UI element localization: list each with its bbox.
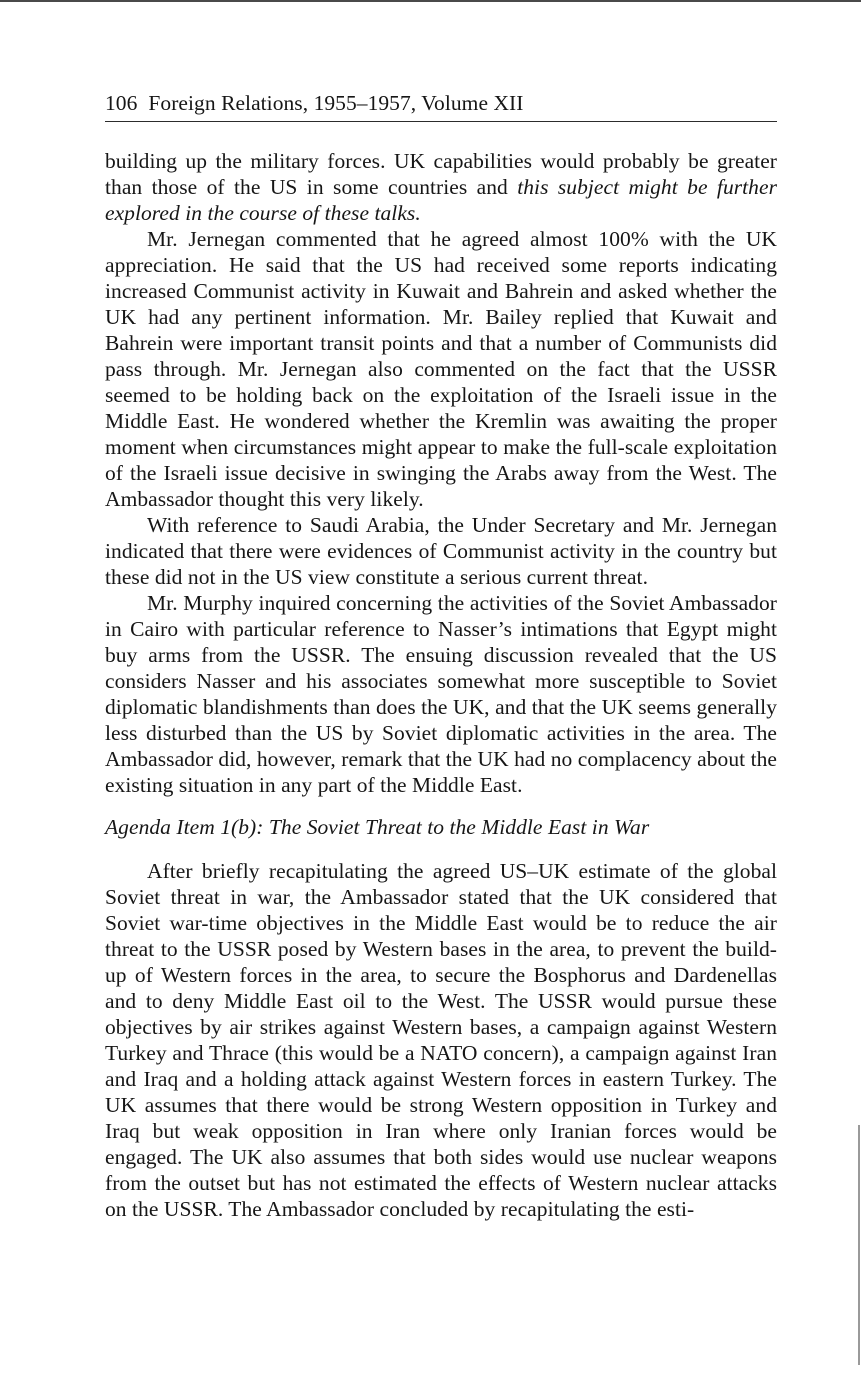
running-head — [105, 90, 777, 122]
paragraph-text: building up the military forces. UK capabilities would probably be greater than those of the US in some countries and — [105, 149, 777, 199]
paragraph-jernegan: Mr. Jernegan commented that he agreed almost 100% with the UK appreciation. He said that the US had received some reports indicating increased Communist activity in Kuwait and Bahrein and asked whether the UK had any pertinent information. Mr. Bailey replied that Kuwait and Bahrein were important transit points and that a number of Communists did pass through. Mr. Jernegan also commented on the fact that the USSR seemed to be holding back on the exploitation of the Israeli issue in the Middle East. He wondered whether the Kremlin was awaiting the proper moment when circumstances might appear to make the full-scale exploitation of the Israeli issue decisive in swinging the Arabs away from the West. The Ambassador thought this very likely. — [105, 227, 777, 511]
paragraph-saudi-arabia: With reference to Saudi Arabia, the Under Secretary and Mr. Jernegan indicated that there were evidences of Communist activity in the country but these did not in the US view constitute a serious current threat. — [105, 513, 777, 589]
page-number: 106 — [105, 91, 138, 115]
paragraph-murphy: Mr. Murphy inquired concerning the activities of the Soviet Ambassador in Cairo with particular reference to Nasser’s intimations that Egypt might buy arms from the USSR. The ensuing discussion revealed that the US considers Nasser and his associates somewhat more susceptible to Soviet diplomatic blandishments than does the UK, and that the UK seems generally less disturbed than the US by Soviet diplomatic activities in the area. The Ambassador did, however, remark that the UK had no complacency about the existing situation in any part of the Middle East. — [105, 591, 778, 797]
scan-right-edge — [858, 1125, 860, 1365]
document-page — [105, 90, 777, 1222]
scan-top-edge — [0, 0, 861, 2]
paragraph-continuation — [105, 148, 777, 226]
running-title: Foreign Relations, 1955–1957, Volume XII — [148, 91, 524, 115]
section-heading: Agenda Item 1(b): The Soviet Threat to the Middle East in War — [105, 815, 650, 839]
paragraph-soviet-threat: After briefly recapitulating the agreed US–UK estimate of the global Soviet threat in war, the Ambassador stated that the UK considered that Soviet war-time objectives in the Middle East would be to reduce the air threat to the USSR posed by Western bases in the area, to prevent the build-up of Western forces in the area, to secure the Bosphorus and Dardenellas and to deny Middle East oil to the West. The USSR would pursue these objectives by air strikes against Western bases, a campaign against Western Turkey and Thrace (this would be a NATO concern), a campaign against Iran and Iraq and a holding attack against Western forces in eastern Turkey. The UK assumes that there would be strong Western opposition in Turkey and Iraq but weak opposition in Iran where only Iranian forces would be engaged. The UK also assumes that both sides would use nuclear weapons from the outset but has not estimated the effects of Western nuclear attacks on the USSR. The Ambassador concluded by recapitulating the esti- — [105, 859, 777, 1221]
italic-phrase: this subject might be further explored in the course of these talks. — [105, 175, 777, 225]
body-text — [105, 148, 777, 1222]
